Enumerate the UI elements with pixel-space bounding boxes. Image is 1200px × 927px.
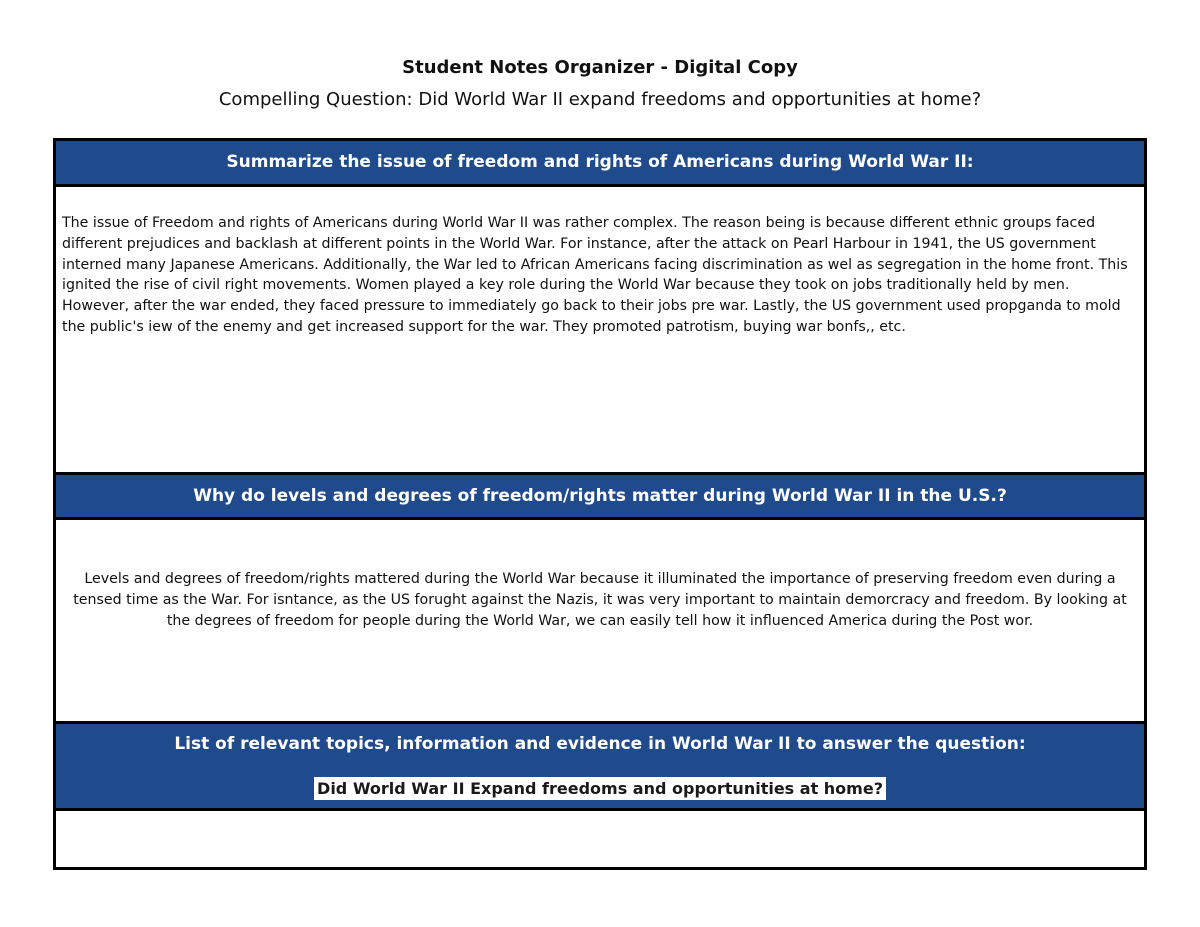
notes-organizer-table <box>53 138 1147 870</box>
section-2-answer-text[interactable]: Levels and degrees of freedom/rights mattered during the World War because it illuminated the importance of preserving freedom even during a tensed time as the War. For isntance, as the US forught against the Nazis, it was very important to maintain demorcracy and freedom. By looking at the degrees of freedom for people during the World War, we can easily tell how it influenced America during the Post wor. <box>73 571 1127 629</box>
compelling-question: Compelling Question: Did World War II expand freedoms and opportunities at home? <box>218 89 982 110</box>
section-3-heading: List of relevant topics, information and evidence in World War II to answer the question: <box>174 734 1026 754</box>
section-3-heading-band <box>56 724 1144 808</box>
section-3-question: Did World War II Expand freedoms and opportunities at home? <box>314 777 886 800</box>
section-1-answer-box[interactable] <box>56 187 1144 472</box>
section-1-heading: Summarize the issue of freedom and rights of Americans during World War II: <box>56 141 1144 184</box>
section-1-answer-text[interactable]: The issue of Freedom and rights of Americans during World War II was rather complex. The reason being is because different ethnic groups faced different prejudices and backlash at different points in the World War. For instance, after the attack on Pearl Harbour in 1941, the US government interned many Japanese Americans. Additionally, the War led to African Americans facing discrimination as wel as segregation in the home front. This ignited the rise of civil right movements. Women played a key role during the World War because they took on jobs traditionally held by men. However, after the war ended, they faced pressure to immediately go back to their jobs pre war. Lastly, the US government used propganda to mold the public's iew of the enemy and get increased support for the war. They promoted patrotism, buying war bonfs,, etc. <box>62 215 1128 335</box>
section-2-heading: Why do levels and degrees of freedom/rights matter during World War II in the U.S.? <box>56 475 1144 517</box>
document-title: Student Notes Organizer - Digital Copy <box>402 57 798 78</box>
section-3-answer-box[interactable] <box>56 811 1144 867</box>
section-2-answer-box[interactable] <box>56 520 1144 721</box>
section-3-question-wrapper <box>56 777 1144 800</box>
